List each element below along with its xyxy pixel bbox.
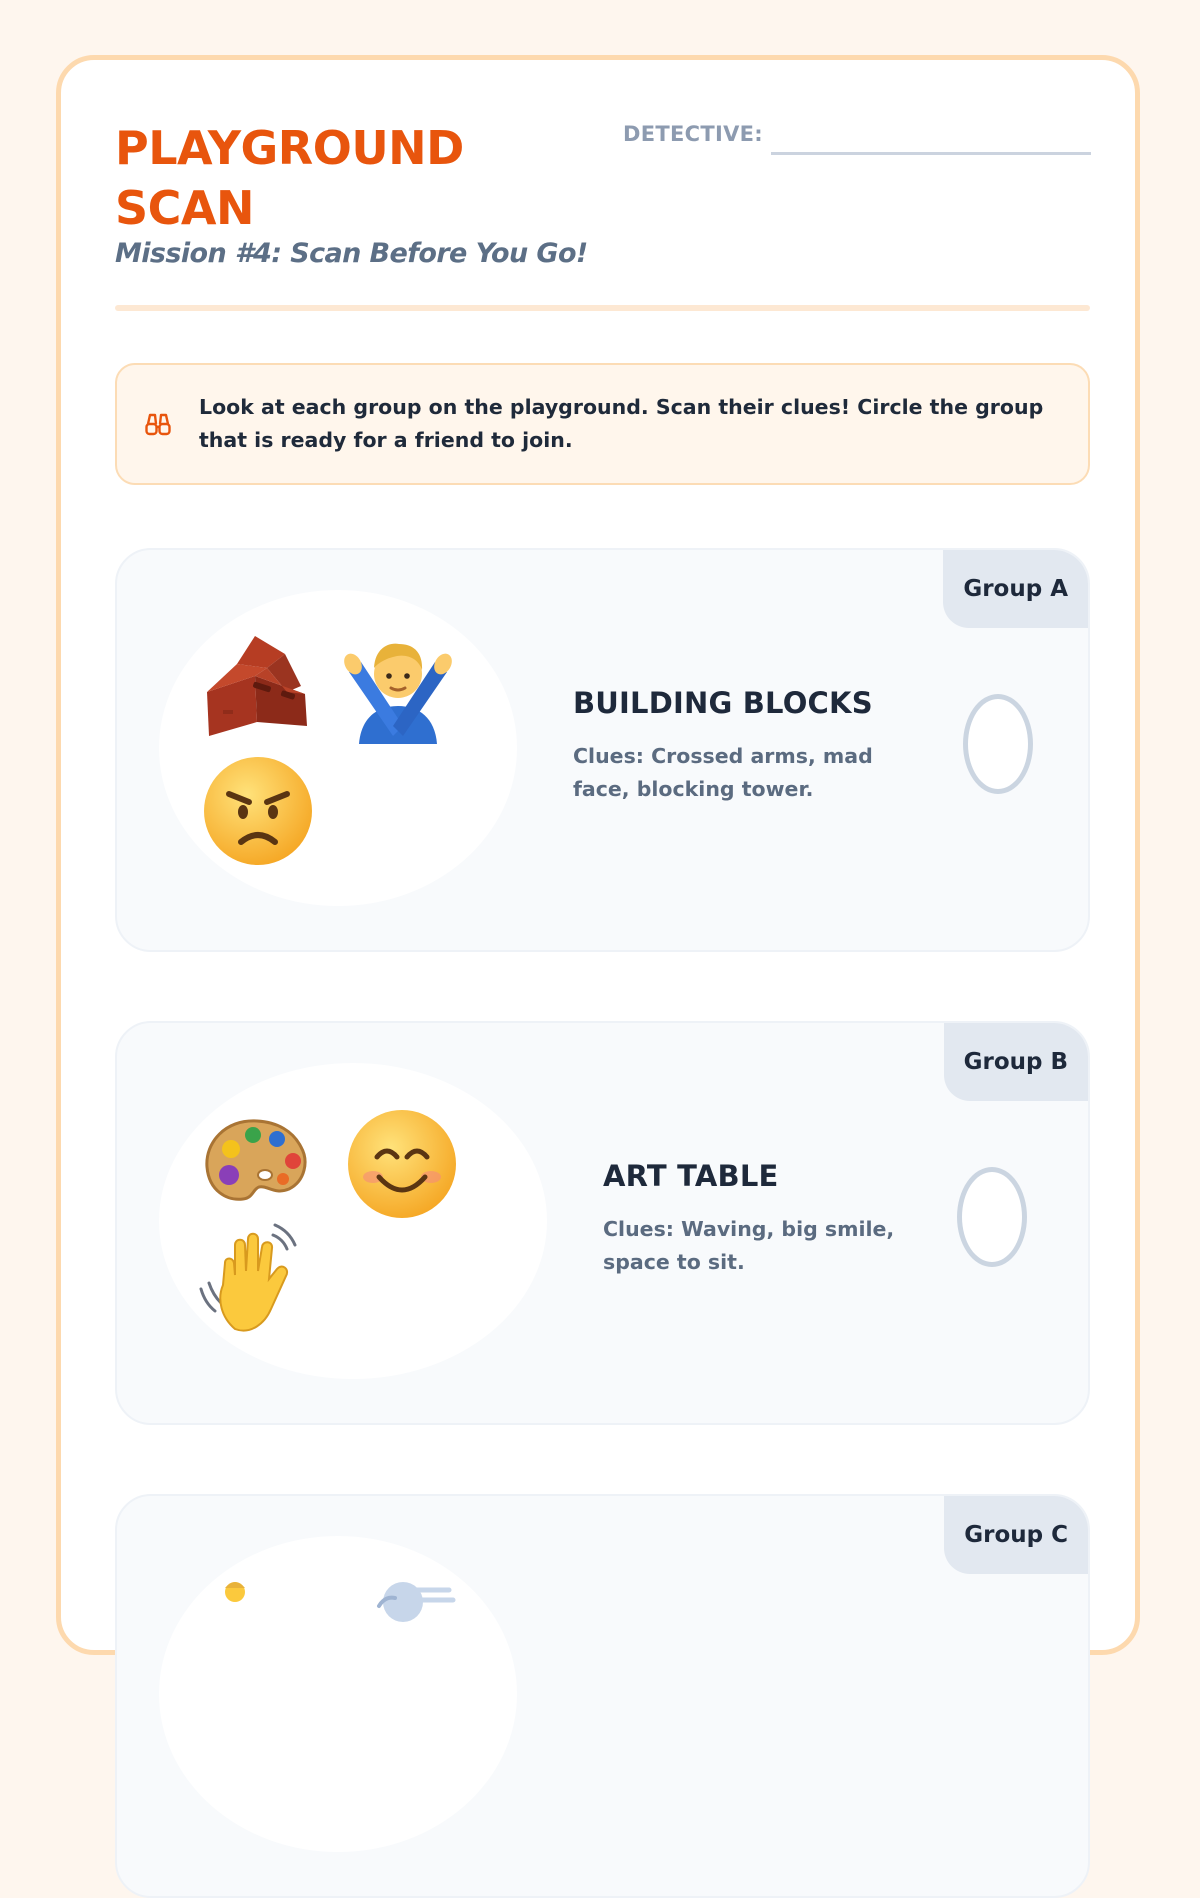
smiling-face-icon — [343, 1105, 461, 1223]
instructions-text-part: Look at each group on the playground. — [199, 395, 656, 419]
binoculars-icon — [143, 409, 173, 439]
person-icon — [195, 1576, 313, 1694]
waving-hand-icon — [195, 1219, 313, 1337]
group-tag: Group C — [944, 1496, 1088, 1574]
detective-label: DETECTIVE: — [623, 122, 763, 146]
emoji-clue-bubble — [159, 1063, 547, 1379]
page-subtitle: Mission #4: Scan Before You Go! — [115, 238, 588, 269]
group-clues: Clues: Waving, big smile, space to sit. — [603, 1217, 895, 1274]
group-card-c — [115, 1494, 1090, 1898]
group-card-b — [115, 1021, 1090, 1425]
page-title: PLAYGROUND SCAN — [115, 121, 464, 235]
instructions-text — [199, 391, 1074, 457]
group-clues: Clues: Crossed arms, mad face, blocking tower. — [573, 744, 873, 801]
instructions-text-part: their clues! Circle the group that is ready for a friend to join. — [199, 395, 1044, 452]
emoji-clue-bubble — [159, 1536, 517, 1852]
group-name: BUILDING BLOCKS — [573, 686, 873, 720]
worksheet — [56, 55, 1140, 1655]
group-name: ART TABLE — [603, 1159, 779, 1193]
circle-answer-target[interactable] — [963, 694, 1033, 794]
instructions-scan-word: Scan — [655, 395, 712, 419]
emoji-clue-bubble — [159, 590, 517, 906]
angry-face-icon — [199, 752, 317, 870]
instructions-box — [115, 363, 1090, 485]
group-card-a — [115, 548, 1090, 952]
person-crossing-arms-icon — [339, 626, 457, 744]
group-tag: Group B — [944, 1023, 1088, 1101]
dashing-icon — [339, 1576, 457, 1694]
detective-name-line[interactable] — [771, 152, 1091, 155]
circle-answer-target[interactable] — [957, 1167, 1027, 1267]
artist-palette-icon — [197, 1103, 315, 1221]
brick-icon — [197, 628, 315, 746]
group-tag: Group A — [943, 550, 1088, 628]
header-divider — [115, 305, 1090, 311]
